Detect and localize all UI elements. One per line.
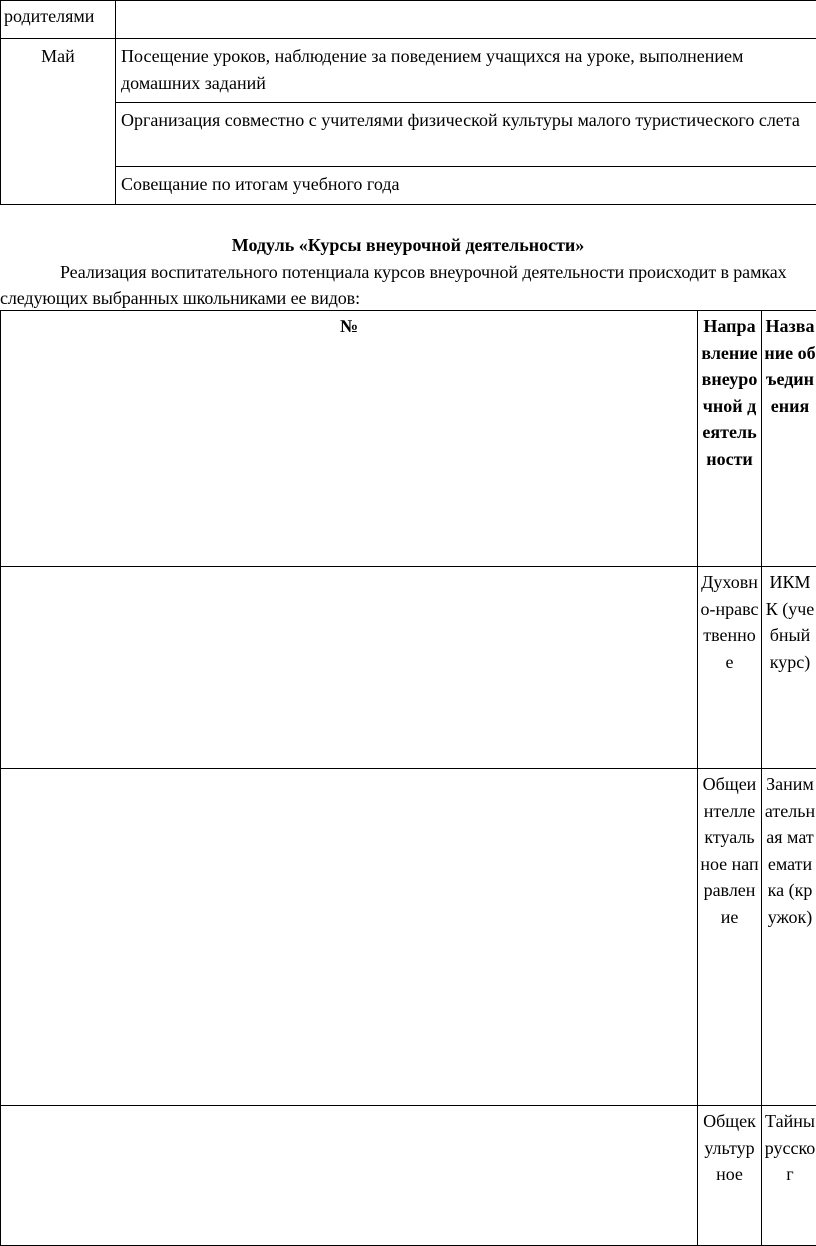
month-label: Май — [1, 39, 116, 205]
plan-item: Организация совместно с учителями физической культуры малого туристического слета — [116, 103, 816, 167]
row-number — [1, 769, 698, 1106]
row-name: Занимательная математика (кружок) — [762, 769, 816, 1106]
row-direction: Общеинтеллектуальное направление — [698, 769, 762, 1106]
row-number — [1, 1106, 698, 1246]
row-name: Тайны русског — [762, 1106, 816, 1246]
parents-label: родителями — [1, 1, 116, 39]
row-direction: Общекультурное — [698, 1106, 762, 1246]
module-title: Модуль «Курсы внеурочной деятельности» — [0, 232, 816, 258]
table-row — [1, 567, 816, 769]
plan-table — [0, 0, 816, 205]
table-row — [1, 39, 816, 103]
plan-item: Посещение уроков, наблюдение за поведением учащихся на уроке, выполнением домашних заданий — [116, 39, 816, 103]
header-direction: Направление внеурочной деятельности — [698, 311, 762, 567]
header-number: № — [1, 311, 698, 567]
table-row — [1, 103, 816, 167]
table-row — [1, 1106, 816, 1246]
header-row — [1, 311, 816, 567]
table-row — [1, 769, 816, 1106]
courses-table — [0, 310, 816, 1246]
module-intro: Реализация воспитательного потенциала курсов внеурочной деятельности происходит в рамках следующих выбранных школьниками ее видов: — [0, 259, 816, 311]
header-name: Название объединения — [762, 311, 816, 567]
row-name: ИКМК (учебный курс) — [762, 567, 816, 769]
empty-cell — [116, 1, 816, 39]
table-row — [1, 167, 816, 205]
table-row — [1, 1, 816, 39]
row-direction: Духовно-нравственное — [698, 567, 762, 769]
plan-item: Совещание по итогам учебного года — [116, 167, 816, 205]
row-number — [1, 567, 698, 769]
